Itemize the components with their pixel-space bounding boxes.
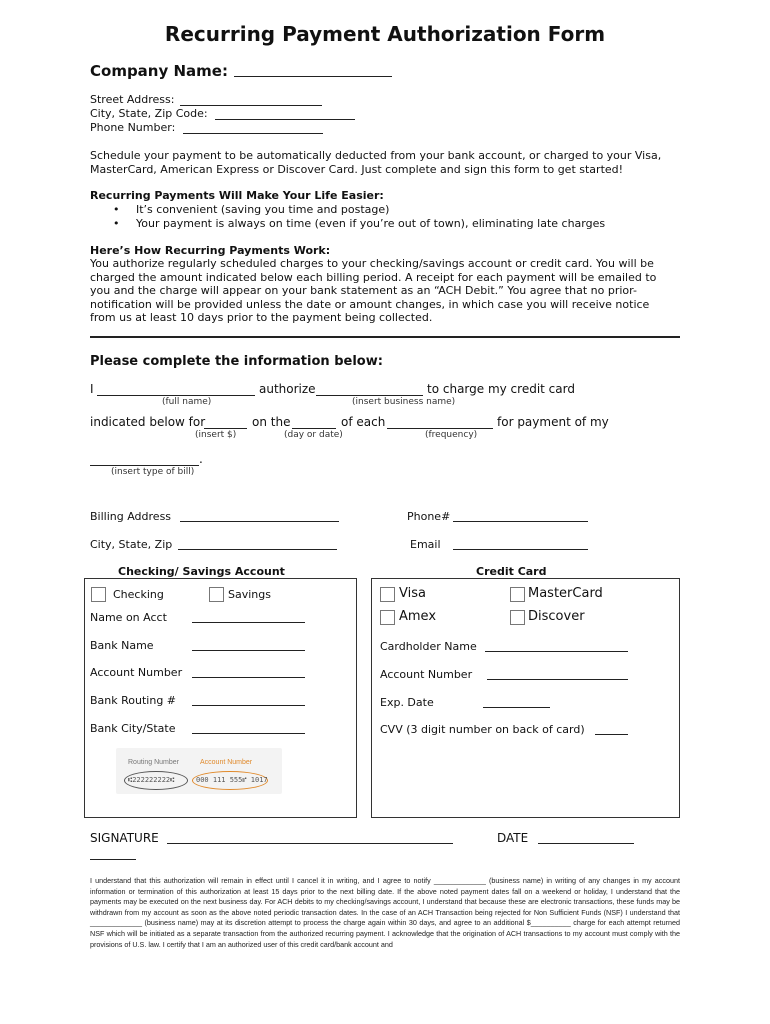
indicated-below-label: indicated below for bbox=[90, 415, 206, 429]
terms-fine-print: I understand that this authorization will remain in effect until I cancel it in writing, and I agree to notify _____________ (business name) in writing of any changes in my account information or termination of this authorization at least 15 days prior to the next billing date. If the above noted payment dates fall on a weekend or holiday, I understand that the payments may be executed on the next business day. For ACH debits to my checking/savings account, I understand that because these are electronic transactions, these funds may be withdrawn from my account as soon as the above noted periodic transaction dates. In the case of an ACH Transaction being rejected for Non Sufficient Funds (NSF) I understand that _____________ (business name) may at its discretion attempt to process the charge again within 30 days, and agree to an additional $__________ charge for each attempt returned NSF which will be initiated as a separate transaction from the authorized recurring payment. I acknowledge that the origination of ACH transactions to my account must comply with the provisions of U.S. law. I certify that I am an authorized user of this credit card/bank account and bbox=[90, 876, 680, 949]
section-divider bbox=[90, 336, 680, 338]
checking-heading: Checking/ Savings Account bbox=[118, 565, 285, 578]
bank-routing-field[interactable] bbox=[192, 705, 305, 706]
day-date-hint: (day or date) bbox=[284, 430, 343, 440]
billing-address-label: Billing Address bbox=[90, 510, 172, 523]
phone-number-field[interactable] bbox=[183, 133, 323, 134]
check-routing-label: Routing Number bbox=[128, 759, 179, 766]
amex-label: Amex bbox=[399, 609, 437, 624]
full-name-hint: (full name) bbox=[162, 397, 212, 407]
cardholder-name-field[interactable] bbox=[485, 651, 628, 652]
how-line: notification will be provided unless the date or amount changes, in which case you will receive notice bbox=[90, 298, 650, 311]
cvv-field[interactable] bbox=[595, 734, 628, 735]
period-mark: . bbox=[199, 452, 203, 466]
bullet-icon: • bbox=[113, 203, 120, 216]
bill-type-hint: (insert type of bill) bbox=[111, 467, 195, 477]
credit-heading: Credit Card bbox=[476, 565, 547, 578]
bill-type-field[interactable] bbox=[90, 465, 199, 466]
date-field-continued[interactable] bbox=[90, 859, 136, 860]
discover-label: Discover bbox=[528, 609, 585, 624]
how-line: you and the charge will appear on your bank statement as an “ACH Debit.” You agree that no prior- bbox=[90, 284, 637, 297]
card-account-number-field[interactable] bbox=[487, 679, 628, 680]
signature-field[interactable] bbox=[167, 843, 453, 844]
street-address-label: Street Address: bbox=[90, 93, 175, 106]
intro-line-2: MasterCard, American Express or Discover Card. Just complete and sign this form to get started! bbox=[90, 163, 624, 176]
discover-checkbox[interactable] bbox=[510, 610, 525, 625]
check-account-label: Account Number bbox=[200, 759, 253, 766]
savings-checkbox[interactable] bbox=[209, 587, 224, 602]
how-line: You authorize regularly scheduled charges to your checking/savings account or credit card. You will be bbox=[90, 257, 654, 270]
bank-city-state-label: Bank City/State bbox=[90, 722, 176, 735]
bank-name-field[interactable] bbox=[192, 650, 305, 651]
billing-address-field[interactable] bbox=[180, 521, 339, 522]
amount-field[interactable] bbox=[204, 428, 247, 429]
account-number-field[interactable] bbox=[192, 677, 305, 678]
how-line: from us at least 10 days prior to the payment being collected. bbox=[90, 311, 433, 324]
cvv-label: CVV (3 digit number on back of card) bbox=[380, 723, 585, 736]
bullet-icon: • bbox=[113, 217, 120, 230]
company-name-label: Company Name: bbox=[90, 62, 228, 80]
date-label: DATE bbox=[497, 831, 529, 845]
mastercard-label: MasterCard bbox=[528, 586, 603, 601]
bank-city-state-field[interactable] bbox=[192, 733, 305, 734]
for-payment-label: for payment of my bbox=[497, 415, 609, 429]
frequency-hint: (frequency) bbox=[425, 430, 478, 440]
frequency-field[interactable] bbox=[387, 428, 493, 429]
amex-checkbox[interactable] bbox=[380, 610, 395, 625]
exp-date-field[interactable] bbox=[483, 707, 550, 708]
benefits-heading: Recurring Payments Will Make Your Life Easier: bbox=[90, 189, 384, 202]
street-address-field[interactable] bbox=[180, 105, 322, 106]
on-the-label: on the bbox=[252, 415, 291, 429]
business-name-hint: (insert business name) bbox=[352, 397, 456, 407]
city-state-zip-label: City, State, Zip Code: bbox=[90, 107, 208, 120]
how-heading: Here’s How Recurring Payments Work: bbox=[90, 244, 331, 257]
name-on-acct-field[interactable] bbox=[192, 622, 305, 623]
exp-date-label: Exp. Date bbox=[380, 696, 434, 709]
city-state-zip-field[interactable] bbox=[215, 119, 355, 120]
bank-name-label: Bank Name bbox=[90, 639, 154, 652]
visa-checkbox[interactable] bbox=[380, 587, 395, 602]
email-label: Email bbox=[410, 538, 441, 551]
check-micr-routing: ⑆222222222⑆ bbox=[128, 776, 175, 784]
authorize-label: authorize bbox=[259, 382, 316, 396]
page-title: Recurring Payment Authorization Form bbox=[164, 22, 606, 46]
city-state-zip-contact-field[interactable] bbox=[178, 549, 337, 550]
email-field[interactable] bbox=[453, 549, 588, 550]
to-charge-label: to charge my credit card bbox=[427, 382, 575, 396]
complete-heading: Please complete the information below: bbox=[90, 354, 383, 369]
business-name-field[interactable] bbox=[316, 395, 423, 396]
amount-hint: (insert $) bbox=[195, 430, 237, 440]
sample-check-image bbox=[116, 748, 282, 794]
card-account-number-label: Account Number bbox=[380, 668, 473, 681]
checking-checkbox[interactable] bbox=[91, 587, 106, 602]
check-micr-account: 000 111 555⑈ 1017 bbox=[196, 776, 268, 784]
name-on-acct-label: Name on Acct bbox=[90, 611, 167, 624]
savings-option-label: Savings bbox=[228, 588, 271, 601]
of-each-label: of each bbox=[341, 415, 386, 429]
city-state-zip-contact-label: City, State, Zip bbox=[90, 538, 173, 551]
i-label: I bbox=[90, 382, 94, 396]
phone-field[interactable] bbox=[453, 521, 588, 522]
day-date-field[interactable] bbox=[292, 428, 336, 429]
benefit-item: It’s convenient (saving you time and postage) bbox=[136, 203, 390, 216]
checking-option-label: Checking bbox=[113, 588, 164, 601]
phone-label: Phone# bbox=[407, 510, 451, 523]
signature-label: SIGNATURE bbox=[90, 831, 159, 845]
benefit-item: Your payment is always on time (even if you’re out of town), eliminating late charges bbox=[136, 217, 606, 230]
how-line: charged the amount indicated below each billing period. A receipt for each payment will be emailed to bbox=[90, 271, 657, 284]
mastercard-checkbox[interactable] bbox=[510, 587, 525, 602]
account-number-label: Account Number bbox=[90, 666, 183, 679]
bank-routing-label: Bank Routing # bbox=[90, 694, 177, 707]
intro-line-1: Schedule your payment to be automatically deducted from your bank account, or charged to your Visa, bbox=[90, 149, 662, 162]
visa-label: Visa bbox=[399, 586, 426, 601]
date-field[interactable] bbox=[538, 843, 634, 844]
cardholder-name-label: Cardholder Name bbox=[380, 640, 477, 653]
phone-number-label: Phone Number: bbox=[90, 121, 176, 134]
full-name-field[interactable] bbox=[97, 395, 255, 396]
company-name-field[interactable] bbox=[234, 76, 392, 77]
